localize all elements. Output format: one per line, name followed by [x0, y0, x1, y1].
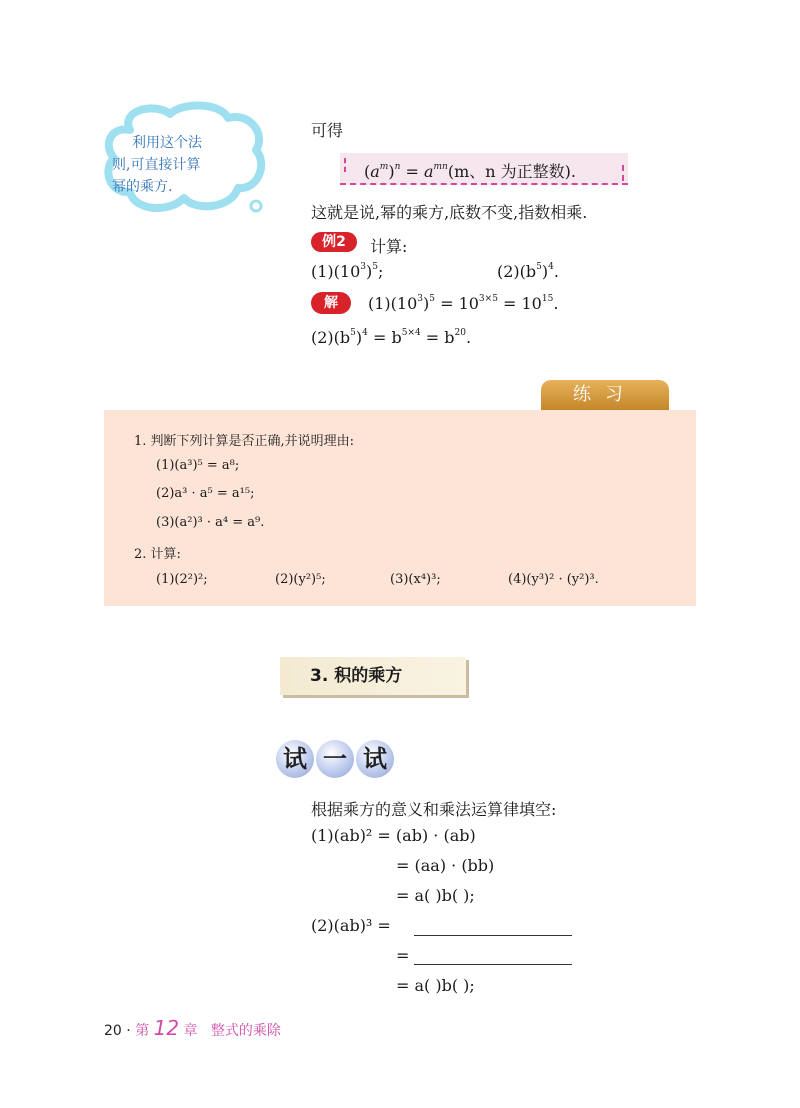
tryit-line-5: = [396, 946, 410, 965]
section-heading: 3. 积的乘方 [280, 657, 466, 695]
s2-e: . [465, 328, 472, 347]
tryit-line-2: = (aa) · (bb) [396, 856, 495, 875]
s1-a: (1)(10 [368, 294, 418, 313]
s1-exp35: 3×5 [478, 294, 498, 304]
formula-exp-n: n [394, 162, 401, 172]
tryit-badge-1: 试 [276, 740, 314, 778]
formula-condition: (m、n 为正整数). [447, 162, 576, 181]
power-rule-formula: $(a^m)^n = a^{mn}(m$、n 为正整数). [364, 162, 576, 181]
q2-exp5: 5 [536, 262, 542, 272]
rule-statement: 这就是说,幂的乘方,底数不变,指数相乘. [311, 203, 588, 222]
practice-tab: 练习 [541, 380, 669, 410]
callout-line-3: 幂的乘方. [112, 179, 173, 195]
s1-exp5: 5 [429, 294, 435, 304]
answer-blank-1[interactable] [414, 934, 572, 936]
s1-exp15: 15 [541, 294, 554, 304]
q1-text: (1)(10 [311, 262, 361, 281]
formula-base: a [370, 162, 380, 181]
practice-q2-1: (1)(2²)²; [156, 572, 208, 587]
callout-line-1: 利用这个法 [132, 135, 202, 151]
s2-exp20: 20 [454, 328, 466, 338]
tryit-badge-3: 试 [356, 740, 394, 778]
tryit-instruction: 根据乘方的意义和乘法运算律填空: [311, 800, 557, 819]
example-label: 例2 [311, 232, 357, 252]
example-question-1 [311, 262, 383, 281]
chapter-number: 12 [153, 1016, 180, 1040]
formula-base-2: a [423, 162, 434, 181]
solution-line-1 [368, 294, 558, 313]
s2-exp4: 4 [362, 328, 368, 338]
tryit-badge-2: 一 [316, 740, 354, 778]
q1-end: ; [377, 262, 384, 281]
q1-close: ) [366, 262, 373, 281]
thought-cloud [100, 100, 270, 220]
q2-exp4: 4 [548, 262, 554, 272]
page-number: 20 [104, 1023, 122, 1039]
footer-dot: · [126, 1023, 131, 1039]
chapter-title: 整式的乘除 [210, 1023, 281, 1039]
q1-exp3: 3 [360, 262, 366, 272]
s2-exp54: 5×4 [401, 328, 421, 338]
s1-b: ) [423, 294, 430, 313]
q1-exp5: 5 [372, 262, 378, 272]
example-compute: 计算: [370, 237, 408, 256]
practice-q1: 1. 判断下列计算是否正确,并说明理由: [134, 434, 355, 449]
s1-e: . [553, 294, 559, 313]
s1-exp3: 3 [417, 294, 423, 304]
callout-text [112, 132, 252, 198]
solution-label: 解 [311, 292, 351, 314]
kede-text: 可得 [311, 121, 344, 140]
s2-exp5: 5 [350, 328, 356, 338]
solution-line-2 [311, 328, 471, 347]
s2-a: (2)(b [311, 328, 351, 347]
tryit-line-4: (2)(ab)³ = [311, 916, 391, 935]
callout-line-2: 则,可直接计算 [112, 157, 201, 173]
tryit-line-3: = a( )b( ); [396, 886, 475, 905]
formula-exp-m: m [379, 162, 389, 172]
q2-close: ) [541, 262, 549, 281]
tryit-line-6: = a( )b( ); [396, 976, 475, 995]
practice-q2-4: (4)(y³)² · (y²)³. [508, 572, 599, 587]
q2-text: (2)(b [497, 262, 537, 281]
formula-exp-mn: mn [433, 162, 448, 172]
answer-blank-2[interactable] [414, 963, 572, 965]
s1-c: = 10 [434, 294, 479, 313]
page-footer [104, 1016, 281, 1040]
q2-end: . [553, 262, 559, 281]
example-question-2 [497, 262, 559, 281]
s1-d: = 10 [497, 294, 542, 313]
s2-b: ) [355, 328, 363, 347]
chapter-prefix: 第 [135, 1023, 150, 1039]
practice-q2: 2. 计算: [134, 547, 181, 562]
s2-d: = b [420, 328, 455, 347]
practice-q1-3: (3)(a²)³ · a⁴ = a⁹. [156, 515, 265, 530]
practice-q1-2: (2)a³ · a⁵ = a¹⁵; [156, 486, 255, 501]
chapter-suffix: 章 [183, 1023, 198, 1039]
tryit-line-1: (1)(ab)² = (ab) · (ab) [311, 826, 476, 845]
s2-c: = b [367, 328, 402, 347]
practice-q1-1: (1)(a³)⁵ = a⁸; [156, 458, 240, 473]
practice-q2-3: (3)(x⁴)³; [390, 572, 441, 587]
practice-q2-2: (2)(y²)⁵; [275, 572, 326, 587]
